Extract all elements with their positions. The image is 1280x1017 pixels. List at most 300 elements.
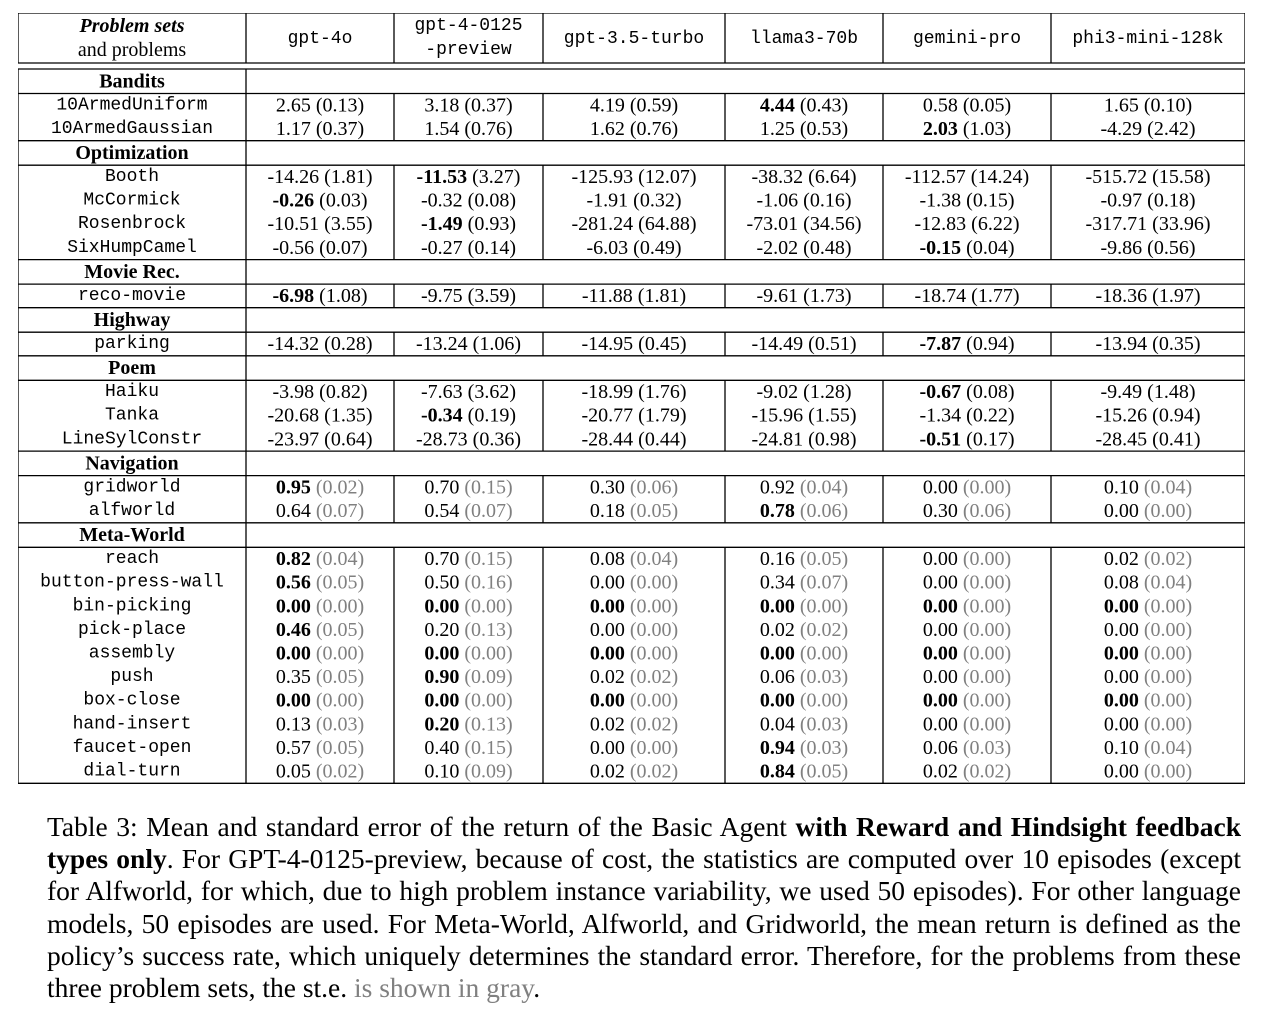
result-cell	[757, 190, 852, 212]
result-std-error: (0.16)	[798, 189, 852, 212]
result-cell	[424, 500, 512, 522]
result-std-error: (0.15)	[459, 548, 513, 571]
result-mean: 0.08	[589, 548, 625, 571]
result-std-error: (0.00)	[624, 689, 679, 712]
result-std-error: (0.09)	[459, 760, 513, 783]
result-cell	[424, 595, 512, 617]
result-cell	[424, 572, 512, 594]
result-mean: -515.72	[1085, 166, 1148, 188]
result-cell	[1104, 761, 1192, 783]
result-mean: -28.44	[581, 428, 634, 451]
problem-name: assembly	[88, 643, 176, 664]
result-cell	[276, 595, 364, 617]
result-std-error: (0.04)	[624, 548, 679, 571]
result-cell	[757, 285, 852, 307]
result-cell	[1101, 190, 1196, 212]
result-cell	[923, 761, 1011, 783]
result-cell	[1096, 405, 1201, 427]
result-std-error: (0.00)	[624, 571, 679, 594]
result-std-error: (0.22)	[961, 404, 1015, 427]
result-cell	[572, 166, 697, 188]
result-cell	[590, 500, 678, 522]
result-mean: 0.00	[922, 595, 958, 618]
caption-end: .	[533, 972, 541, 1004]
result-cell	[1104, 94, 1192, 116]
result-std-error: (14.24)	[965, 166, 1030, 188]
result-mean: -0.56	[272, 236, 315, 259]
result-cell	[582, 405, 687, 427]
result-std-error: (0.51)	[803, 333, 857, 355]
result-std-error: (0.02)	[310, 476, 365, 499]
result-cell	[752, 428, 857, 450]
result-std-error: (15.58)	[1147, 166, 1211, 188]
result-std-error: (0.14)	[462, 236, 516, 259]
result-mean: 0.08	[1103, 571, 1139, 594]
result-cell	[276, 761, 364, 783]
result-mean: -11.53	[416, 166, 468, 188]
result-std-error: (0.02)	[957, 760, 1012, 783]
result-mean: -38.32	[751, 166, 804, 188]
result-mean: -0.34	[421, 404, 463, 427]
result-std-error: (3.27)	[467, 166, 521, 188]
problem-name: hand-insert	[72, 714, 192, 735]
result-cell	[276, 690, 364, 712]
result-mean: -14.49	[751, 333, 804, 355]
result-std-error: (1.77)	[966, 284, 1020, 307]
result-std-error: (0.00)	[1138, 642, 1193, 665]
result-cell	[590, 118, 678, 140]
result-cell	[923, 500, 1011, 522]
result-mean: -23.97	[267, 428, 320, 451]
result-cell	[590, 619, 678, 641]
result-std-error: (0.05)	[310, 618, 365, 641]
result-cell	[747, 213, 862, 235]
section-header: Poem	[108, 357, 156, 380]
result-std-error: (1.08)	[314, 284, 368, 307]
result-mean: -0.97	[1100, 189, 1143, 212]
result-std-error: (0.00)	[1138, 595, 1193, 618]
result-mean: 0.02	[1103, 548, 1139, 571]
result-mean: 1.65	[1103, 94, 1139, 117]
result-mean: 1.17	[275, 117, 311, 140]
result-mean: -24.81	[751, 428, 804, 451]
result-mean: 0.04	[759, 713, 795, 736]
result-mean: 0.00	[922, 476, 958, 499]
result-mean: 0.95	[275, 476, 311, 499]
result-mean: -112.57	[904, 166, 966, 188]
result-cell	[417, 166, 521, 188]
result-std-error: (0.04)	[1138, 736, 1193, 759]
result-std-error: (0.07)	[794, 571, 849, 594]
section-header: Bandits	[99, 70, 165, 93]
result-mean: -11.88	[581, 284, 633, 307]
result-std-error: (0.05)	[794, 760, 849, 783]
result-cell	[752, 405, 857, 427]
result-mean: -1.91	[586, 189, 629, 212]
result-cell	[590, 595, 678, 617]
result-std-error: (0.02)	[310, 760, 365, 783]
result-cell	[587, 190, 682, 212]
result-mean: 0.00	[424, 689, 460, 712]
result-cell	[276, 118, 364, 140]
result-cell	[915, 213, 1020, 235]
result-mean: 0.64	[275, 500, 311, 522]
result-mean: 0.10	[1103, 736, 1139, 759]
result-cell	[582, 428, 687, 450]
result-std-error: (0.07)	[459, 500, 513, 522]
result-cell	[760, 500, 848, 522]
result-mean: 0.00	[759, 595, 795, 618]
result-std-error: (0.00)	[1138, 500, 1193, 522]
result-cell	[1104, 737, 1192, 759]
result-cell	[424, 690, 512, 712]
result-std-error: (0.06)	[794, 500, 849, 522]
result-mean: 0.00	[922, 689, 958, 712]
result-mean: 0.02	[759, 618, 795, 641]
result-cell	[416, 333, 521, 355]
result-mean: 0.00	[1103, 760, 1139, 783]
result-std-error: (0.37)	[310, 117, 365, 140]
result-std-error: (0.05)	[310, 666, 365, 689]
result-std-error: (0.02)	[1138, 548, 1193, 571]
result-std-error: (0.00)	[957, 595, 1012, 618]
result-std-error: (0.13)	[459, 618, 513, 641]
result-mean: 0.16	[759, 548, 795, 571]
problem-name: faucet-open	[72, 737, 192, 758]
result-mean: 0.00	[759, 689, 795, 712]
result-mean: -1.06	[756, 189, 799, 212]
result-cell	[915, 285, 1020, 307]
result-cell	[416, 428, 521, 450]
result-mean: 0.02	[589, 713, 625, 736]
caption-text-2: . For GPT-4-0125-preview, because of cost, the statistics are computed over 10 episodes (except for Alfworld, for which, due to high problem instance variability, we used 50 episodes). For other language models, 50 episodes are used. For Meta-World, Alfworld, and Gridworld, the mean return is defined as the policy’s success rate, which uniquely determines the standard error. Therefore, for the problems from these three problem sets, the st.e.	[47, 843, 1241, 1004]
result-cell	[572, 213, 697, 235]
result-mean: 0.00	[1103, 618, 1139, 641]
result-std-error: (0.00)	[957, 713, 1012, 736]
result-mean: -9.61	[756, 284, 799, 307]
result-cell	[920, 190, 1015, 212]
result-std-error: (0.94)	[961, 333, 1015, 355]
result-cell	[760, 619, 848, 641]
result-cell	[905, 166, 1029, 188]
result-std-error: (0.53)	[794, 117, 849, 140]
result-mean: 0.00	[1103, 642, 1139, 665]
result-cell	[757, 237, 852, 259]
result-cell	[590, 94, 678, 116]
result-cell	[923, 118, 1011, 140]
result-mean: 0.20	[424, 618, 460, 641]
result-cell	[273, 237, 368, 259]
result-std-error: (0.00)	[459, 689, 513, 712]
problem-name: parking	[94, 334, 170, 354]
result-mean: 0.00	[589, 618, 625, 641]
result-mean: -0.27	[421, 236, 463, 259]
result-cell	[590, 690, 678, 712]
result-std-error: (1.76)	[633, 381, 687, 404]
result-mean: -7.87	[919, 333, 962, 355]
result-cell	[920, 405, 1015, 427]
result-std-error: (0.15)	[961, 189, 1015, 212]
header-model-name-cont: -preview	[425, 40, 512, 60]
result-mean: 0.35	[275, 666, 311, 689]
result-cell	[760, 118, 848, 140]
result-mean: 0.00	[275, 689, 311, 712]
result-mean: -15.26	[1095, 404, 1148, 427]
result-mean: 0.40	[424, 736, 460, 759]
result-mean: 1.54	[424, 117, 460, 140]
result-std-error: (0.00)	[957, 666, 1012, 689]
result-std-error: (0.04)	[1138, 476, 1193, 499]
result-std-error: (0.07)	[314, 236, 368, 259]
result-cell	[273, 190, 368, 212]
result-mean: 0.00	[275, 595, 311, 618]
result-std-error: (0.16)	[459, 571, 513, 594]
result-cell	[421, 381, 516, 403]
result-cell	[923, 690, 1011, 712]
section-header: Navigation	[85, 452, 179, 475]
result-std-error: (0.13)	[310, 94, 365, 117]
result-std-error: (1.48)	[1142, 381, 1196, 404]
result-std-error: (0.82)	[314, 381, 368, 404]
result-cell	[1104, 572, 1192, 594]
result-cell	[1096, 285, 1201, 307]
result-std-error: (1.55)	[803, 404, 857, 427]
result-std-error: (1.79)	[633, 404, 687, 427]
result-std-error: (0.93)	[462, 213, 516, 236]
result-cell	[582, 333, 687, 355]
result-mean: -0.32	[421, 189, 463, 212]
problem-name: 10ArmedUniform	[56, 95, 208, 116]
result-cell	[587, 237, 682, 259]
result-std-error: (0.49)	[628, 236, 682, 259]
result-mean: -2.02	[756, 236, 799, 259]
result-cell	[424, 643, 512, 665]
result-mean: 0.00	[922, 618, 958, 641]
result-mean: -14.32	[267, 333, 320, 355]
result-cell	[582, 381, 687, 403]
result-mean: 0.56	[275, 571, 311, 594]
result-std-error: (1.06)	[467, 333, 521, 355]
result-mean: -20.77	[581, 404, 634, 427]
problem-name: LineSylConstr	[61, 429, 203, 450]
header-and-problems: and problems	[77, 39, 187, 61]
result-cell	[923, 713, 1011, 735]
result-mean: -14.95	[581, 333, 634, 355]
result-cell	[1096, 333, 1201, 355]
result-std-error: (0.02)	[624, 760, 679, 783]
result-mean: 0.90	[424, 666, 460, 689]
result-mean: 0.00	[922, 571, 958, 594]
result-std-error: (0.59)	[624, 94, 679, 117]
result-mean: 0.00	[589, 689, 625, 712]
result-std-error: (0.43)	[794, 94, 849, 117]
result-cell	[582, 285, 686, 307]
result-cell	[923, 572, 1011, 594]
result-mean: 0.02	[922, 760, 958, 783]
result-std-error: (1.73)	[798, 284, 852, 307]
result-cell	[760, 666, 848, 688]
result-mean: -1.34	[919, 404, 962, 427]
result-std-error: (1.28)	[798, 381, 852, 404]
result-cell	[1104, 643, 1192, 665]
result-std-error: (0.00)	[624, 618, 679, 641]
result-cell	[1104, 713, 1192, 735]
result-mean: -13.94	[1095, 333, 1148, 355]
result-cell	[1086, 166, 1211, 188]
result-mean: 0.06	[922, 736, 958, 759]
result-cell	[1104, 548, 1192, 570]
result-mean: -18.99	[581, 381, 634, 404]
result-cell	[276, 500, 364, 522]
result-std-error: (1.35)	[319, 404, 373, 427]
result-mean: -281.24	[571, 213, 634, 236]
result-cell	[590, 713, 678, 735]
result-cell	[923, 94, 1011, 116]
result-std-error: (0.56)	[1142, 236, 1196, 259]
result-cell	[1086, 213, 1211, 235]
result-mean: 2.65	[275, 94, 311, 117]
result-cell	[760, 476, 848, 498]
result-std-error: (0.05)	[957, 94, 1012, 117]
result-mean: 0.00	[589, 595, 625, 618]
result-cell	[268, 333, 373, 355]
result-cell	[268, 213, 373, 235]
result-mean: 0.58	[922, 94, 958, 117]
result-mean: -125.93	[571, 166, 634, 188]
result-cell	[923, 619, 1011, 641]
result-std-error: (0.00)	[459, 642, 513, 665]
result-std-error: (0.02)	[624, 666, 679, 689]
result-mean: -73.01	[746, 213, 799, 236]
result-mean: 0.78	[759, 500, 795, 522]
result-cell	[590, 572, 678, 594]
result-mean: 0.00	[922, 548, 958, 571]
result-cell	[923, 643, 1011, 665]
result-std-error: (0.00)	[1138, 689, 1193, 712]
result-std-error: (0.00)	[624, 736, 679, 759]
result-mean: 0.00	[424, 595, 460, 618]
result-cell	[1101, 118, 1196, 140]
result-cell	[590, 643, 678, 665]
result-mean: 0.00	[424, 642, 460, 665]
result-std-error: (0.00)	[310, 595, 365, 618]
result-mean: -9.49	[1100, 381, 1143, 404]
result-cell	[590, 476, 678, 498]
result-cell	[1104, 666, 1192, 688]
result-mean: 0.00	[922, 666, 958, 689]
result-std-error: (0.00)	[310, 689, 365, 712]
result-mean: -28.73	[416, 428, 468, 451]
problem-name: bin-picking	[72, 596, 192, 617]
result-mean: 0.02	[589, 666, 625, 689]
result-std-error: (3.59)	[462, 284, 516, 307]
result-mean: 0.00	[589, 736, 625, 759]
result-mean: -0.67	[919, 381, 962, 404]
result-std-error: (0.36)	[467, 428, 521, 451]
result-std-error: (0.15)	[459, 736, 513, 759]
result-std-error: (0.15)	[459, 476, 513, 499]
table-caption	[47, 811, 1241, 1004]
result-mean: 4.19	[589, 94, 625, 117]
result-cell	[760, 690, 848, 712]
result-std-error: (0.00)	[957, 689, 1012, 712]
result-std-error: (0.06)	[624, 476, 679, 499]
result-mean: 0.46	[275, 618, 311, 641]
result-std-error: (0.00)	[957, 618, 1012, 641]
result-std-error: (0.03)	[794, 713, 849, 736]
result-std-error: (0.03)	[957, 736, 1012, 759]
result-cell	[1104, 595, 1192, 617]
result-std-error: (0.07)	[310, 500, 365, 522]
result-mean: 0.30	[922, 500, 958, 522]
problem-name: Rosenbrock	[77, 214, 187, 235]
caption-gray-text: is shown in gray	[354, 972, 534, 1004]
result-std-error: (0.03)	[310, 713, 365, 736]
result-std-error: (0.09)	[459, 666, 513, 689]
result-mean: 0.13	[275, 713, 311, 736]
result-std-error: (0.00)	[1138, 760, 1193, 783]
result-std-error: (0.76)	[459, 117, 513, 140]
result-std-error: (0.00)	[957, 476, 1012, 499]
result-mean: 0.82	[275, 548, 311, 571]
result-cell	[760, 713, 848, 735]
result-std-error: (0.00)	[1138, 618, 1193, 641]
problem-name: button-press-wall	[40, 572, 224, 593]
result-std-error: (1.97)	[1147, 284, 1201, 307]
result-mean: 0.00	[1103, 595, 1139, 618]
problem-name: Tanka	[104, 405, 160, 426]
result-cell	[276, 476, 364, 498]
result-cell	[752, 166, 857, 188]
result-std-error: (1.81)	[319, 166, 373, 188]
result-cell	[1104, 476, 1192, 498]
result-mean: 0.10	[1103, 476, 1139, 499]
result-std-error: (0.13)	[459, 713, 513, 736]
header-model-name: gemini-pro	[912, 29, 1022, 49]
result-cell	[273, 381, 368, 403]
result-cell	[421, 405, 516, 427]
result-cell	[421, 190, 516, 212]
result-mean: -7.63	[421, 381, 463, 404]
result-std-error: (0.00)	[957, 642, 1012, 665]
result-mean: -6.03	[586, 236, 629, 259]
result-mean: -18.36	[1095, 284, 1148, 307]
result-cell	[923, 666, 1011, 688]
result-mean: 0.00	[589, 642, 625, 665]
header-model-name: phi3-mini-128k	[1072, 29, 1224, 49]
result-mean: 3.18	[424, 94, 460, 117]
result-std-error: (0.05)	[794, 548, 849, 571]
result-mean: -4.29	[1100, 117, 1143, 140]
result-mean: 0.10	[424, 760, 460, 783]
problem-name: gridworld	[83, 477, 181, 498]
result-std-error: (0.04)	[1138, 571, 1193, 594]
result-cell	[760, 761, 848, 783]
result-mean: 0.00	[1103, 666, 1139, 689]
result-mean: 0.05	[275, 760, 311, 783]
result-std-error: (0.03)	[794, 666, 849, 689]
result-cell	[273, 285, 368, 307]
section-header: Optimization	[75, 141, 189, 164]
result-mean: -13.24	[416, 333, 468, 355]
result-cell	[760, 572, 848, 594]
result-cell	[760, 737, 848, 759]
problem-name: 10ArmedGaussian	[50, 118, 214, 139]
result-std-error: (0.44)	[633, 428, 687, 451]
header-model-name: llama3-70b	[749, 29, 859, 49]
result-cell	[424, 548, 512, 570]
result-mean: -317.71	[1085, 213, 1148, 236]
